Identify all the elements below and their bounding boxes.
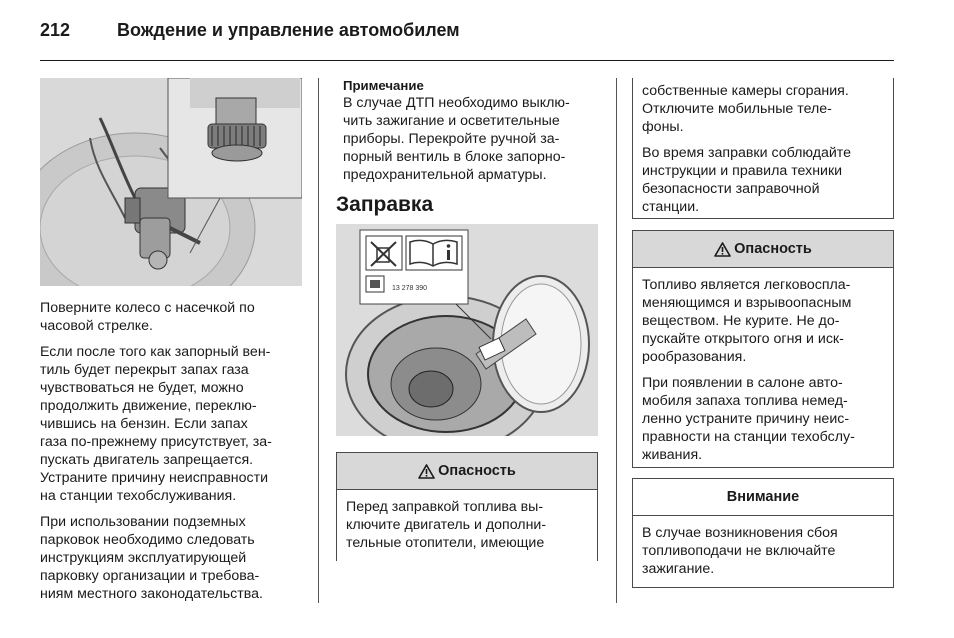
page-number: 212	[40, 20, 71, 40]
danger-box-header	[633, 231, 893, 268]
danger-box-header	[337, 453, 597, 490]
fuel-filler-illustration	[336, 224, 598, 436]
fuel-filler-figure	[336, 224, 598, 436]
gas-valve-illustration	[40, 78, 302, 286]
attention-box	[632, 478, 894, 588]
column-1-text	[40, 299, 310, 611]
danger-box-continuation	[632, 78, 894, 219]
danger-box-refuel	[336, 452, 598, 561]
danger-paragraph: Топливо является легковоспла- меняющимся и взрывоопасным веществом. Не курите. Не до- пускайте открытого огня и иск- рообразования.	[642, 277, 852, 365]
paragraph: При использовании подземных парковок необходимо следовать инструкциям эксплуатирующей парковку организации и требова- ниям местного законодательства.	[40, 514, 263, 602]
attention-box-header	[633, 479, 893, 516]
paragraph: Если после того как запорный вен- тиль будет перекрыт запах газа чувствоваться не будет, можно продолжить движение, переклю- чившись на бензин. Если запах газа по-прежнему присутствует, за- пускать двигатель запрещается. Устраните причину неисправности на станции техобслуживания.	[40, 344, 272, 504]
note-text: В случае ДТП необходимо выклю- чить зажигание и осветительные приборы. Перекройте ручной за- порный вентиль в блоке запорно- предохранительной арматуры.	[343, 95, 570, 183]
danger-paragraph: При появлении в салоне авто- мобиля запаха топлива немед- ленно устраните причину неис- правности на станции техобслу- живания.	[642, 375, 855, 463]
header-divider	[40, 60, 894, 61]
danger-box-text: Перед заправкой топлива вы- ключите двигатель и дополни- тельные отопители, имеющие	[346, 499, 547, 551]
note-block	[343, 78, 608, 184]
danger-box-title: Опасность	[734, 241, 812, 257]
paragraph: Поверните колесо с насечкой по часовой стрелке.	[40, 300, 255, 334]
section-title: Заправка	[336, 193, 434, 216]
attention-box-title: Внимание	[726, 489, 800, 505]
page-header-title: Вождение и управление автомобилем	[117, 20, 460, 40]
warning-triangle-icon	[418, 464, 435, 479]
continuation-paragraph: собственные камеры сгорания. Отключите мобильные теле- фоны.	[642, 83, 849, 135]
column-divider-2	[616, 78, 617, 603]
attention-box-text: В случае возникновения сбоя топливоподачи не включайте зажигание.	[642, 525, 838, 577]
figure-label-code: 13 278 390	[392, 285, 428, 292]
continuation-paragraph: Во время заправки соблюдайте инструкции и правила техники безопасности заправочной станции.	[642, 145, 852, 215]
warning-triangle-icon	[714, 242, 731, 257]
column-divider-1	[318, 78, 319, 603]
note-title: Примечание	[343, 78, 424, 93]
danger-box-title: Опасность	[438, 463, 516, 479]
danger-box-fuel	[632, 230, 894, 468]
gas-valve-figure	[40, 78, 302, 286]
